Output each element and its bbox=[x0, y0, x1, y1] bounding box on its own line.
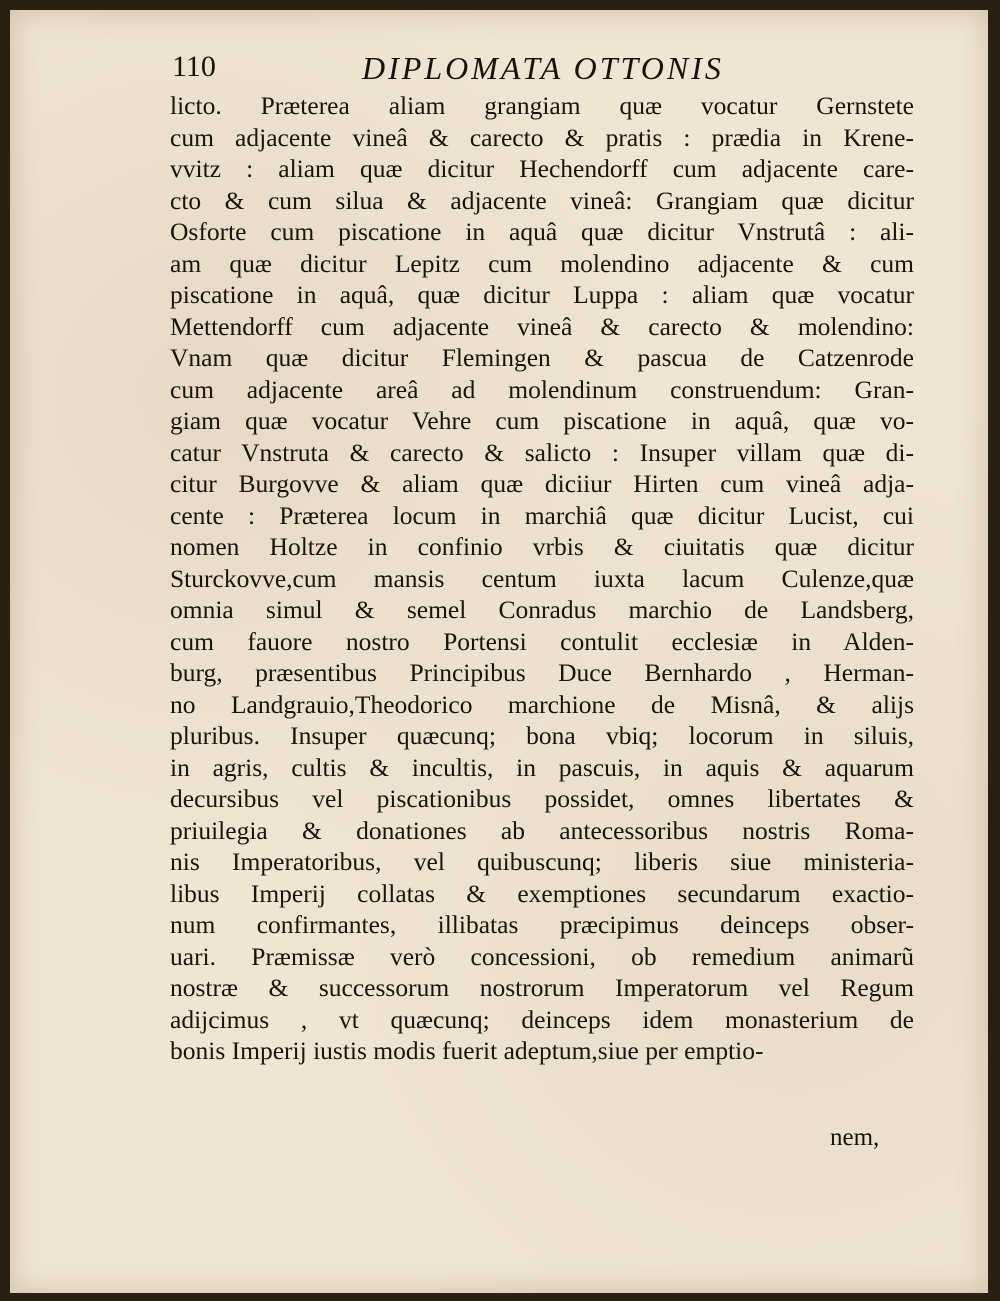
text-line: licto. Præterea aliam grangiam quæ vocatur Gernstete bbox=[170, 91, 914, 120]
page-header bbox=[172, 50, 912, 90]
text-line: adijcimus , vt quæcunq; deinceps idem monasterium de bbox=[170, 1004, 914, 1034]
text-line: cum adjacente areâ ad molendinum construendum: Gran- bbox=[170, 374, 914, 404]
text-line: cto & cum silua & adjacente vineâ: Grangiam quæ dicitur bbox=[170, 185, 914, 215]
text-line: decursibus vel piscationibus possidet, omnes libertates & bbox=[170, 784, 914, 813]
book-page bbox=[10, 10, 988, 1293]
text-line: vvitz : aliam quæ dicitur Hechendorff cum adjacente care- bbox=[170, 154, 914, 183]
text-line: nostræ & successorum nostrorum Imperatorum vel Regum bbox=[170, 973, 914, 1002]
text-line: nomen Holtze in confinio vrbis & ciuitatis quæ dicitur bbox=[170, 532, 914, 561]
text-line: burg, præsentibus Principibus Duce Bernhardo , Herman- bbox=[170, 658, 914, 687]
text-line: libus Imperij collatas & exemptiones secundarum exactio- bbox=[170, 878, 914, 908]
text-line: cente : Præterea locum in marchiâ quæ dicitur Lucist, cui bbox=[170, 500, 914, 530]
text-line: catur Vnstruta & carecto & salicto : Insuper villam quæ di- bbox=[170, 437, 914, 467]
text-line: am quæ dicitur Lepitz cum molendino adjacente & cum bbox=[170, 248, 914, 278]
catchword: nem, bbox=[830, 1124, 880, 1151]
running-title: DIPLOMATA OTTONIS bbox=[362, 50, 724, 86]
text-line: in agris, cultis & incultis, in pascuis, in aquis & aquarum bbox=[170, 752, 914, 782]
text-line: citur Burgovve & aliam quæ diciiur Hirten cum vineâ adja- bbox=[170, 469, 914, 498]
text-line: nis Imperatoribus, vel quibuscunq; liberis siue ministeria- bbox=[170, 847, 914, 876]
text-line: cum fauore nostro Portensi contulit ecclesiæ in Alden- bbox=[170, 626, 914, 656]
text-line: uari. Præmissæ verò concessioni, ob remedium animarũ bbox=[170, 941, 914, 971]
text-line: no Landgrauio,Theodorico marchione de Misnâ, & alijs bbox=[170, 689, 914, 719]
text-line: cum adjacente vineâ & carecto & pratis : prædia in Krene- bbox=[170, 122, 914, 152]
page-number: 110 bbox=[172, 50, 216, 83]
text-line: Sturckovve,cum mansis centum iuxta lacum Culenze,quæ bbox=[170, 563, 914, 593]
text-line: bonis Imperij iustis modis fuerit adeptum,siue per emptio- bbox=[170, 1036, 764, 1065]
body-text bbox=[170, 90, 914, 1067]
text-line: giam quæ vocatur Vehre cum piscatione in aquâ, quæ vo- bbox=[170, 406, 914, 435]
text-line: num confirmantes, illibatas præcipimus deinceps obser- bbox=[170, 910, 914, 939]
text-line: piscatione in aquâ, quæ dicitur Luppa : aliam quæ vocatur bbox=[170, 280, 914, 309]
text-line: priuilegia & donationes ab antecessoribus nostris Roma- bbox=[170, 815, 914, 845]
text-line: Vnam quæ dicitur Flemingen & pascua de Catzenrode bbox=[170, 343, 914, 372]
text-line: pluribus. Insuper quæcunq; bona vbiq; locorum in siluis, bbox=[170, 721, 914, 750]
text-line: Mettendorff cum adjacente vineâ & carecto & molendino: bbox=[170, 311, 914, 341]
text-line: Osforte cum piscatione in aquâ quæ dicitur Vnstrutâ : ali- bbox=[170, 217, 914, 246]
text-line: omnia simul & semel Conradus marchio de Landsberg, bbox=[170, 595, 914, 624]
